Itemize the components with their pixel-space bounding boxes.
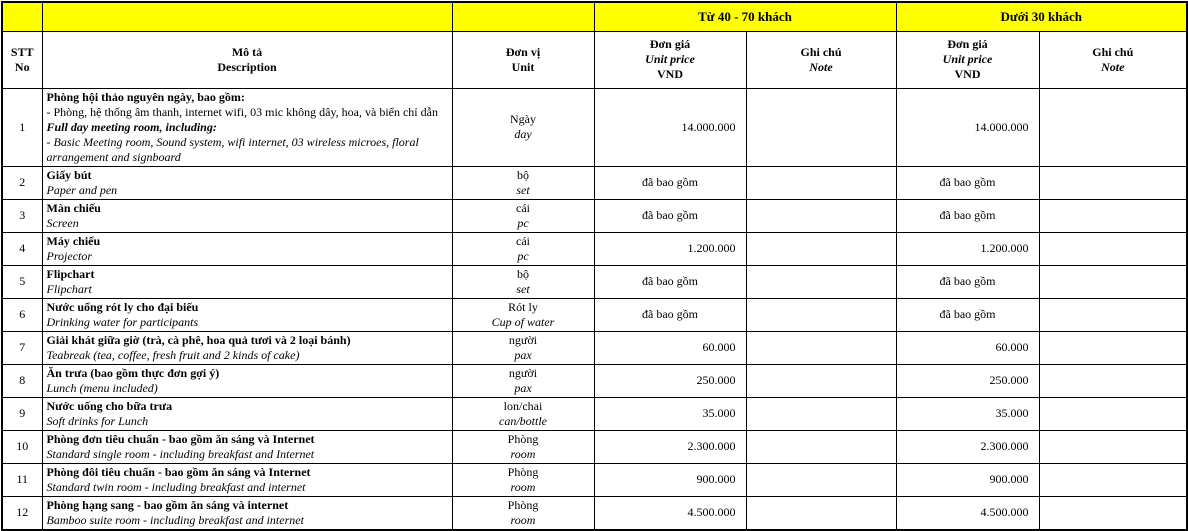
note-cell-40-70: [746, 166, 896, 199]
description-vn: Giấy bút: [46, 167, 92, 182]
description-en: Screen: [46, 215, 79, 230]
unit-vn: Phòng: [507, 497, 539, 512]
description-vn: Phòng đôi tiêu chuẩn - bao gồm ăn sáng và Internet: [46, 464, 311, 479]
table-row: [2, 463, 1187, 496]
row-number-cell: [2, 397, 42, 430]
unit-price-header-currency: VND: [657, 67, 683, 81]
description-vn: Flipchart: [46, 266, 95, 281]
description-cell: [42, 88, 452, 166]
note-header-en: Note: [809, 59, 833, 74]
column-header-unit: [452, 31, 594, 88]
note-cell-40-70: [746, 430, 896, 463]
row-number-cell: [2, 463, 42, 496]
unit-price-cell-40-70: 35.000: [594, 397, 746, 430]
description-cell: [42, 496, 452, 530]
unit-cell: [452, 364, 594, 397]
table-row: [2, 232, 1187, 265]
unit-price-cell-under-30: đã bao gồm: [896, 298, 1039, 331]
table-row: [2, 331, 1187, 364]
unit-cell: [452, 298, 594, 331]
unit-vn: Phòng: [507, 464, 539, 479]
note-cell-40-70: [746, 364, 896, 397]
note-cell-under-30: [1039, 430, 1187, 463]
row-number: 4: [19, 241, 26, 255]
unit-price-header-vn: Đơn giá: [649, 37, 691, 51]
note-header-en: Note: [1101, 59, 1125, 74]
unit-cell: [452, 88, 594, 166]
note-cell-40-70: [746, 298, 896, 331]
table-row: [2, 397, 1187, 430]
unit-price-header-vn: Đơn giá: [947, 37, 988, 51]
unit-cell: [452, 232, 594, 265]
row-number-cell: [2, 232, 42, 265]
description-vn: Nước uống cho bữa trưa: [46, 398, 173, 413]
unit-cell: [452, 331, 594, 364]
row-number-cell: [2, 298, 42, 331]
note-cell-40-70: [746, 199, 896, 232]
row-number: 10: [16, 439, 29, 453]
description-vn: Ăn trưa (bao gồm thực đơn gợi ý): [46, 365, 220, 380]
unit-en: can/bottle: [499, 413, 547, 428]
unit-en: room: [510, 512, 536, 527]
unit-cell: [452, 265, 594, 298]
unit-en: pc: [517, 248, 529, 263]
description-cell: [42, 265, 452, 298]
unit-price-header-en: Unit price: [645, 52, 695, 66]
group-header-40-70-guests: Từ 40 - 70 khách: [594, 2, 896, 31]
note-cell-under-30: [1039, 199, 1187, 232]
unit-en: pc: [517, 215, 529, 230]
column-header-description-vn: Mô tả: [231, 44, 263, 59]
row-number: 1: [19, 119, 26, 134]
description-en: Soft drinks for Lunch: [46, 413, 149, 428]
description-cell: [42, 364, 452, 397]
note-cell-40-70: [746, 397, 896, 430]
column-header-note-40-70: [746, 31, 896, 88]
unit-price-header-en: Unit price: [942, 52, 993, 66]
unit-price-cell-40-70: 2.300.000: [594, 430, 746, 463]
empty-yellow-cell-stt: [2, 2, 42, 31]
row-number: 11: [16, 472, 29, 486]
column-header-stt: [2, 31, 42, 88]
unit-price-cell-40-70: đã bao gồm: [594, 199, 746, 232]
note-cell-40-70: [746, 331, 896, 364]
description-cell: [42, 166, 452, 199]
description-en: Teabreak (tea, coffee, fresh fruit and 2 kinds of cake): [46, 347, 300, 362]
row-number: 8: [19, 373, 26, 387]
description-cell: [42, 331, 452, 364]
column-header-stt-vn: STT: [10, 44, 34, 59]
unit-price-cell-under-30: đã bao gồm: [896, 166, 1039, 199]
description-vn: Máy chiếu: [46, 233, 101, 248]
unit-price-cell-40-70: 250.000: [594, 364, 746, 397]
note-cell-under-30: [1039, 166, 1187, 199]
unit-price-cell-40-70: 14.000.000: [594, 88, 746, 166]
unit-price-cell-40-70: đã bao gồm: [594, 166, 746, 199]
column-header-unit-price-under-30: [896, 31, 1039, 88]
unit-price-cell-under-30: đã bao gồm: [896, 265, 1039, 298]
note-cell-under-30: [1039, 265, 1187, 298]
note-cell-40-70: [746, 88, 896, 166]
description-vn: Giải khát giữa giờ (trà, cà phê, hoa quả tươi và 2 loại bánh): [46, 332, 351, 347]
description-cell: [42, 430, 452, 463]
unit-price-cell-40-70: 1.200.000: [594, 232, 746, 265]
unit-cell: [452, 199, 594, 232]
unit-vn: bộ: [517, 266, 529, 281]
description-en: Lunch (menu included): [46, 380, 158, 395]
row-number-cell: [2, 331, 42, 364]
column-header-unit-en: Unit: [511, 59, 535, 74]
unit-cell: [452, 397, 594, 430]
column-header-stt-en: No: [14, 59, 30, 74]
description-vn: Phòng hội thảo nguyên ngày, bao gồm:: [46, 89, 245, 104]
description-en: Bamboo suite room - including breakfast and internet: [46, 512, 304, 527]
row-number: 6: [19, 307, 26, 321]
note-cell-under-30: [1039, 298, 1187, 331]
note-cell-under-30: [1039, 88, 1187, 166]
note-cell-under-30: [1039, 397, 1187, 430]
note-cell-under-30: [1039, 232, 1187, 265]
note-header-vn: Ghi chú: [800, 44, 842, 59]
unit-price-cell-under-30: đã bao gồm: [896, 199, 1039, 232]
note-cell-under-30: [1039, 496, 1187, 530]
note-cell-under-30: [1039, 463, 1187, 496]
unit-vn: lon/chai: [503, 398, 543, 413]
description-vn: Phòng hạng sang - bao gồm ăn sáng và internet: [46, 497, 289, 512]
description-en: Flipchart: [46, 281, 92, 296]
unit-vn: người: [508, 365, 538, 380]
unit-price-cell-under-30: 35.000: [896, 397, 1039, 430]
description-vn: Nước uống rót ly cho đại biểu: [46, 299, 199, 314]
unit-en: set: [516, 182, 530, 197]
table-row: [2, 88, 1187, 166]
note-cell-40-70: [746, 232, 896, 265]
row-number-cell: [2, 166, 42, 199]
description-cell: [42, 397, 452, 430]
unit-price-cell-40-70: 60.000: [594, 331, 746, 364]
description-cell: [42, 199, 452, 232]
description-vn-detail: - Phòng, hệ thống âm thanh, internet wifi, 03 mic không dây, hoa, và biển chỉ dẫn: [46, 104, 438, 119]
unit-en: set: [516, 281, 530, 296]
unit-cell: [452, 430, 594, 463]
table-row: [2, 166, 1187, 199]
description-en: Paper and pen: [46, 182, 118, 197]
unit-price-cell-40-70: 4.500.000: [594, 496, 746, 530]
unit-price-header-currency: VND: [954, 67, 981, 81]
empty-yellow-cell-description: [42, 2, 452, 31]
table-row: [2, 298, 1187, 331]
unit-price-cell-under-30: 14.000.000: [896, 88, 1039, 166]
description-en: - Basic Meeting room, Sound system, wifi internet, 03 wireless microes, floral arrangement and signboard: [46, 134, 419, 164]
note-cell-under-30: [1039, 331, 1187, 364]
unit-cell: [452, 463, 594, 496]
note-cell-under-30: [1039, 364, 1187, 397]
unit-price-cell-under-30: 1.200.000: [896, 232, 1039, 265]
empty-yellow-cell-unit: [452, 2, 594, 31]
column-header-unit-price-40-70: [594, 31, 746, 88]
table-row: [2, 265, 1187, 298]
group-header-under-30-guests: Dưới 30 khách: [896, 2, 1187, 31]
row-number: 3: [19, 208, 26, 222]
unit-en: Cup of water: [491, 314, 555, 329]
unit-price-cell-under-30: 4.500.000: [896, 496, 1039, 530]
group-header-row: [2, 2, 1187, 31]
unit-price-cell-under-30: 2.300.000: [896, 430, 1039, 463]
row-number: 12: [16, 505, 29, 519]
table-row: [2, 199, 1187, 232]
description-en-heading: Full day meeting room, including:: [46, 119, 217, 134]
note-cell-40-70: [746, 496, 896, 530]
unit-en: day: [514, 127, 532, 141]
unit-vn: Ngày: [510, 112, 536, 126]
unit-en: room: [510, 479, 536, 494]
table-row: [2, 430, 1187, 463]
unit-en: pax: [514, 347, 532, 362]
unit-price-cell-under-30: 60.000: [896, 331, 1039, 364]
unit-price-cell-under-30: 250.000: [896, 364, 1039, 397]
unit-en: pax: [514, 380, 532, 395]
description-en: Projector: [46, 248, 93, 263]
description-cell: [42, 463, 452, 496]
unit-vn: cái: [516, 200, 530, 215]
unit-price-cell-40-70: đã bao gồm: [594, 298, 746, 331]
unit-en: room: [510, 446, 536, 461]
table-body: [2, 88, 1187, 530]
row-number-cell: [2, 88, 42, 166]
column-header-description-en: Description: [217, 59, 277, 74]
row-number-cell: [2, 199, 42, 232]
row-number: 5: [19, 274, 26, 288]
unit-cell: [452, 496, 594, 530]
unit-price-cell-40-70: 900.000: [594, 463, 746, 496]
description-en: Standard single room - including breakfast and Internet: [46, 446, 315, 461]
note-header-vn: Ghi chú: [1092, 44, 1134, 59]
row-number-cell: [2, 265, 42, 298]
description-cell: [42, 298, 452, 331]
unit-vn: người: [508, 332, 538, 347]
note-cell-40-70: [746, 463, 896, 496]
row-number-cell: [2, 496, 42, 530]
unit-vn: bộ: [517, 167, 529, 182]
description-en: Standard twin room - including breakfast and internet: [46, 479, 306, 494]
table-row: [2, 364, 1187, 397]
unit-cell: [452, 166, 594, 199]
table-row: [2, 496, 1187, 530]
description-vn: Màn chiếu: [46, 200, 101, 215]
note-cell-40-70: [746, 265, 896, 298]
description-vn: Phòng đơn tiêu chuẩn - bao gồm ăn sáng và Internet: [46, 431, 315, 446]
unit-price-cell-40-70: đã bao gồm: [594, 265, 746, 298]
unit-price-cell-under-30: 900.000: [896, 463, 1039, 496]
row-number: 9: [19, 406, 26, 420]
column-header-unit-vn: Đơn vị: [505, 44, 541, 59]
row-number: 7: [19, 340, 26, 354]
column-header-description: [42, 31, 452, 88]
description-en: Drinking water for participants: [46, 314, 199, 329]
unit-vn: Rót ly: [508, 299, 538, 314]
row-number-cell: [2, 430, 42, 463]
column-header-note-under-30: [1039, 31, 1187, 88]
row-number-cell: [2, 364, 42, 397]
description-cell: [42, 232, 452, 265]
column-header-row: [2, 31, 1187, 88]
unit-vn: cái: [516, 233, 530, 248]
unit-vn: Phòng: [507, 431, 539, 446]
row-number: 2: [19, 175, 26, 189]
price-quotation-table: [1, 1, 1188, 531]
